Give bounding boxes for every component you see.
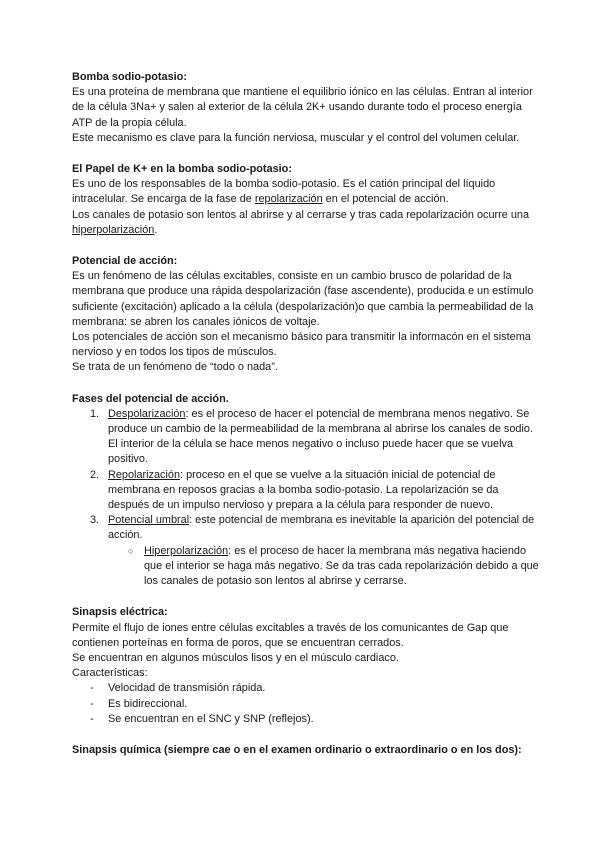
list-item: ○ Hiperpolarización: es el proceso de hacer la membrana más negativa haciendo que el interior se haga más negativo. Se da tras cada repolarización debido a que los canales de potasio son lentos al abrirse y cerrarse. bbox=[128, 544, 539, 588]
paragraph: Es uno de los responsables de la bomba sodio-potasio. Es el catión principal del líquido intracelular. Se encarga de la fase de repolarización en el potencial de acción. bbox=[72, 178, 496, 206]
phases-list bbox=[72, 407, 540, 544]
underlined-term: hiperpolarización bbox=[72, 223, 155, 236]
paragraph: Se trata de un fenómeno de “todo o nada”. bbox=[72, 361, 278, 374]
section-sinapsis-quimica bbox=[72, 743, 540, 758]
underlined-term: Repolarización bbox=[108, 468, 181, 481]
heading-bomba-sodio-potasio: Bomba sodio-potasio: bbox=[72, 71, 187, 83]
list-item: - Es bidireccional. bbox=[72, 697, 540, 712]
paragraph: Permite el flujo de iones entre células excitables a través de los comunicantes de Gap que contienen porteínas en forma de poros, que se encuentran cerrados. bbox=[72, 621, 509, 649]
underlined-term: repolarización bbox=[254, 193, 323, 206]
features-list bbox=[72, 681, 540, 727]
paragraph: Es un fenómeno de las células excitables, consiste en un cambio brusco de polaridad de la membrana que produce una rápida despolarización (fase ascendente), producida e un estímulo suficiente (excitación) aplicado a la célula (despolarización)o que cambia la permeabilidad de la membrana: se abren los canales iónicos de voltaje. bbox=[72, 270, 534, 328]
section-fases bbox=[72, 392, 540, 590]
circle-bullet-icon: ○ bbox=[128, 545, 134, 556]
list-item: - Se encuentran en el SNC y SNP (reflejos). bbox=[72, 712, 540, 727]
paragraph: Los potenciales de acción son el mecanismo básico para transmitir la informacón en el sistema nervioso y en todos los tipos de músculos. bbox=[72, 331, 531, 359]
paragraph: Este mecanismo es clave para la función nerviosa, muscular y el control del volumen celular. bbox=[72, 131, 520, 144]
underlined-term: Despolarización bbox=[108, 407, 186, 420]
section-papel-k bbox=[72, 162, 540, 238]
underlined-term: Hiperpolarización bbox=[144, 544, 229, 557]
paragraph: Los canales de potasio son lentos al abrirse y al cerrarse y tras cada repolarización ocurre una hiperpolarización. bbox=[72, 208, 530, 236]
paragraph: Es una proteína de membrana que mantiene el equilibrio iónico en las células. Entran al interior de la célula 3Na+ y salen al exterior de la célula 2K+ usando durante todo el proceso energía ATP de la propia célula. bbox=[72, 86, 533, 129]
paragraph: Se encuentran en algunos músculos lisos y en el músculo cardiaco. bbox=[72, 651, 399, 664]
heading-potencial-accion: Potencial de acción: bbox=[72, 255, 178, 268]
dash-bullet-icon: - bbox=[90, 712, 94, 725]
heading-sinapsis-electrica: Sinapsis eléctrica: bbox=[72, 606, 168, 619]
sub-list bbox=[72, 544, 540, 590]
list-item: - Velocidad de transmisión rápida. bbox=[72, 681, 540, 696]
heading-fases: Fases del potencial de acción. bbox=[72, 392, 229, 405]
dash-bullet-icon: - bbox=[90, 682, 94, 695]
section-bomba-sodio-potasio bbox=[72, 70, 540, 146]
list-item: 3. Potencial umbral: este potencial de membrana es inevitable la aparición del potencial de acción. bbox=[90, 514, 535, 542]
underlined-term: Potencial umbral bbox=[108, 514, 190, 527]
section-potencial-accion bbox=[72, 254, 540, 376]
heading-papel-k: El Papel de K+ en la bomba sodio-potasio: bbox=[72, 163, 292, 176]
list-item: 2. Repolarización: proceso en el que se vuelve a la situación inicial de potencial de membrana en reposos gracias a la bomba sodio-potasio. La repolarización se da después de un impulso nervioso y prepara a la célula para responder de nuevo. bbox=[90, 468, 499, 512]
dash-bullet-icon: - bbox=[90, 697, 94, 710]
heading-sinapsis-quimica: Sinapsis química (siempre cae o en el examen ordinario o extraordinario o en los dos): bbox=[72, 743, 522, 756]
list-item: 1. Despolarización: es el proceso de hacer el potencial de membrana menos negativo. Se produce un cambio de la permeabilidad de la membrana al abrirse los canales de sodio. El interior de la célula se hace menos negativo o incluso puede hacer que se vuelva positivo. bbox=[90, 407, 533, 466]
section-sinapsis-electrica bbox=[72, 605, 540, 727]
paragraph: Características: bbox=[72, 667, 148, 680]
